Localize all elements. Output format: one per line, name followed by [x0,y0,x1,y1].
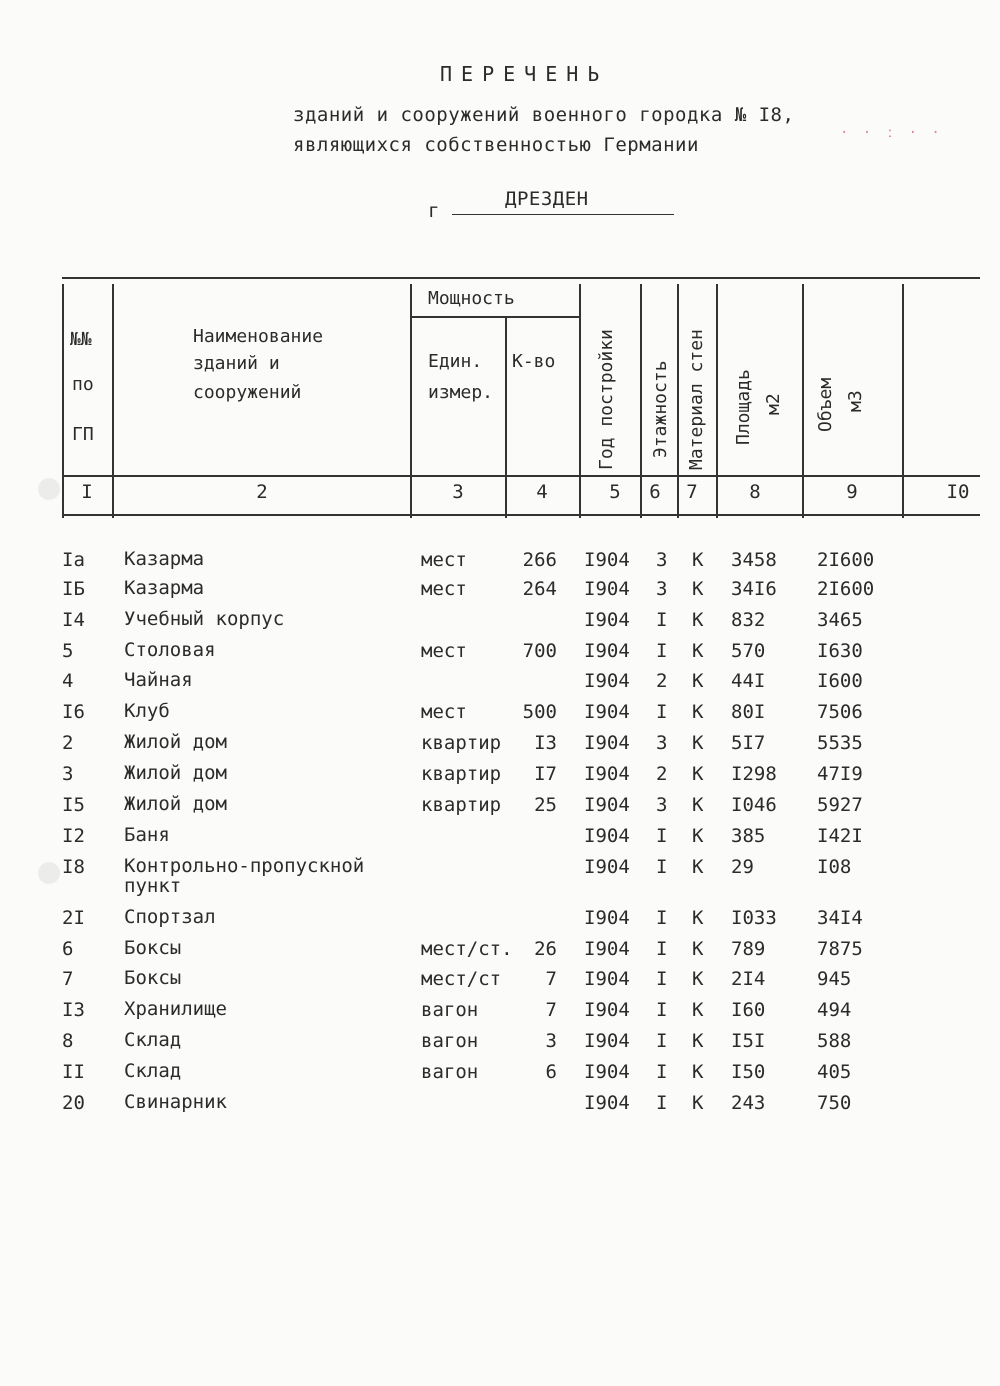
row-number: 20 [62,1092,85,1114]
floor-count: I [656,968,668,990]
table-row [0,938,1000,968]
volume-value: I42I [817,825,863,847]
header-name-line2: зданий и [193,353,280,374]
floor-count: I [656,640,668,662]
table-row [0,609,1000,639]
quantity: 26 [534,938,557,960]
table-row [0,999,1000,1029]
year-built: I904 [584,794,630,816]
header-volume-line1: Объем [815,377,836,432]
year-built: I904 [584,732,630,754]
area-value: 385 [731,825,766,847]
quantity: 25 [534,794,557,816]
column-number: I [81,481,93,503]
column-number: 9 [846,481,858,503]
document-subtitle-line2: являющихся собственностью Германии [293,134,699,156]
city-underline [452,214,674,215]
quantity: 3 [545,1030,557,1052]
wall-material: К [692,578,704,600]
floor-count: I [656,701,668,723]
building-name: Боксы [124,967,182,989]
wall-material: К [692,856,704,878]
area-value: 80I [731,701,766,723]
building-name: Боксы [124,937,182,959]
floor-count: I [656,938,668,960]
row-number: 4 [62,670,74,692]
header-floors: Этажность [650,360,671,458]
row-number: I4 [62,609,85,631]
table-row [0,825,1000,855]
table-row [0,968,1000,998]
column-number: 6 [649,481,661,503]
wall-material: К [692,907,704,929]
unit-of-measure: мест [421,578,467,600]
row-number: 2I [62,907,85,929]
column-number: 2 [256,481,268,503]
wall-material: К [692,825,704,847]
floor-count: 3 [656,794,668,816]
floor-count: I [656,856,668,878]
building-name: Чайная [124,669,193,691]
row-number: I2 [62,825,85,847]
year-built: I904 [584,640,630,662]
table-row [0,732,1000,762]
area-value: 570 [731,640,766,662]
table-row [0,640,1000,670]
floor-count: I [656,1061,668,1083]
quantity: I3 [534,732,557,754]
wall-material: К [692,640,704,662]
volume-value: 945 [817,968,852,990]
volume-value: 2I600 [817,578,875,600]
row-number: 3 [62,763,74,785]
year-built: I904 [584,938,630,960]
area-value: 2I4 [731,968,766,990]
quantity: I7 [534,763,557,785]
wall-material: К [692,1061,704,1083]
volume-value: 34I4 [817,907,863,929]
header-unit-line2: измер. [428,382,494,403]
building-name: Склад [124,1029,182,1051]
wall-material: К [692,763,704,785]
column-number: 7 [686,481,698,503]
volume-value: 47I9 [817,763,863,785]
row-number: I8 [62,856,85,878]
floor-count: I [656,1092,668,1114]
unit-of-measure: квартир [421,763,502,785]
floor-count: 3 [656,549,668,571]
area-value: I50 [731,1061,766,1083]
city-label: г [428,200,440,222]
table-row [0,763,1000,793]
wall-material: К [692,938,704,960]
year-built: I904 [584,763,630,785]
area-value: I033 [731,907,777,929]
header-area-line1: Площадь [733,369,754,445]
row-number: IБ [62,578,85,600]
unit-of-measure: вагон [421,1030,479,1052]
year-built: I904 [584,1030,630,1052]
document-title: ПЕРЕЧЕНЬ [440,62,609,86]
header-num-line2: по [72,374,94,395]
header-num-line3: ГП [72,424,94,445]
table-row [0,1061,1000,1091]
building-name: Баня [124,824,170,846]
building-name: Склад [124,1060,182,1082]
building-name-continued: пункт [124,875,182,897]
column-number: 3 [452,481,464,503]
area-value: I046 [731,794,777,816]
volume-value: 588 [817,1030,852,1052]
area-value: 832 [731,609,766,631]
column-number: 5 [609,481,621,503]
wall-material: К [692,1030,704,1052]
row-number: I5 [62,794,85,816]
area-value: 789 [731,938,766,960]
table-row [0,907,1000,937]
year-built: I904 [584,999,630,1021]
unit-of-measure: мест [421,701,467,723]
unit-of-measure: квартир [421,732,502,754]
header-volume-line2: м3 [845,390,866,412]
building-name: Контрольно-пропускной [124,855,365,877]
year-built: I904 [584,1061,630,1083]
year-built: I904 [584,670,630,692]
column-number: 4 [536,481,548,503]
row-number: 5 [62,640,74,662]
header-unit-line1: Един. [428,351,483,372]
building-name: Столовая [124,639,216,661]
header-name-line3: сооружений [193,382,302,403]
unit-of-measure: квартир [421,794,502,816]
column-number: I0 [946,481,970,503]
year-built: I904 [584,907,630,929]
wall-material: К [692,732,704,754]
unit-of-measure: мест [421,549,467,571]
wall-material: К [692,549,704,571]
year-built: I904 [584,549,630,571]
table-row [0,1092,1000,1122]
wall-material: К [692,794,704,816]
area-value: I5I [731,1030,766,1052]
quantity: 264 [522,578,557,600]
unit-of-measure: мест/ст. [421,938,513,960]
floor-count: I [656,907,668,929]
header-material: Материал стен [686,329,707,470]
volume-value: 494 [817,999,852,1021]
table-row [0,670,1000,700]
building-name: Хранилище [124,998,227,1020]
unit-of-measure: мест [421,640,467,662]
row-number: I3 [62,999,85,1021]
header-num-line1: №№ [70,329,92,350]
row-number: Iа [62,549,85,571]
building-name: Свинарник [124,1091,227,1113]
volume-value: 2I600 [817,549,875,571]
volume-value: 5535 [817,732,863,754]
building-name: Казарма [124,577,205,599]
year-built: I904 [584,578,630,600]
unit-of-measure: мест/ст [421,968,502,990]
column-number: 8 [749,481,761,503]
year-built: I904 [584,1092,630,1114]
area-value: 243 [731,1092,766,1114]
floor-count: 3 [656,732,668,754]
volume-value: I08 [817,856,852,878]
quantity: 700 [522,640,557,662]
area-value: I60 [731,999,766,1021]
floor-count: 2 [656,763,668,785]
volume-value: 5927 [817,794,863,816]
wall-material: К [692,999,704,1021]
volume-value: 3465 [817,609,863,631]
header-name-line1: Наименование [193,326,324,347]
quantity: 7 [545,968,557,990]
row-number: 2 [62,732,74,754]
quantity: 266 [522,549,557,571]
wall-material: К [692,968,704,990]
floor-count: I [656,825,668,847]
header-capacity: Мощность [428,288,515,309]
volume-value: 750 [817,1092,852,1114]
quantity: 7 [545,999,557,1021]
wall-material: К [692,701,704,723]
volume-value: 7506 [817,701,863,723]
city-name: ДРЕЗДЕН [505,188,589,210]
building-name: Жилой дом [124,731,227,753]
area-value: I298 [731,763,777,785]
row-number: 7 [62,968,74,990]
building-name: Спортзал [124,906,216,928]
row-number: II [62,1061,85,1083]
table-row [0,1030,1000,1060]
row-number: I6 [62,701,85,723]
wall-material: К [692,609,704,631]
building-name: Жилой дом [124,793,227,815]
row-number: 6 [62,938,74,960]
floor-count: 2 [656,670,668,692]
document-subtitle-line1: зданий и сооружений военного городка № I8, [293,104,795,126]
punch-hole-top [38,478,60,500]
area-value: 5I7 [731,732,766,754]
quantity: 6 [545,1061,557,1083]
red-stamp-marks: · · ː · · [840,125,943,141]
quantity: 500 [522,701,557,723]
area-value: 44I [731,670,766,692]
table-row [0,855,1000,897]
building-name: Жилой дом [124,762,227,784]
year-built: I904 [584,609,630,631]
unit-of-measure: вагон [421,1061,479,1083]
volume-value: I630 [817,640,863,662]
unit-of-measure: вагон [421,999,479,1021]
volume-value: I600 [817,670,863,692]
year-built: I904 [584,825,630,847]
volume-value: 405 [817,1061,852,1083]
year-built: I904 [584,968,630,990]
year-built: I904 [584,701,630,723]
header-qty: К-во [512,351,556,372]
volume-value: 7875 [817,938,863,960]
row-number: 8 [62,1030,74,1052]
building-name: Казарма [124,548,205,570]
building-name: Учебный корпус [124,608,285,630]
table-row [0,794,1000,824]
floor-count: I [656,609,668,631]
area-value: 29 [731,856,754,878]
header-year: Год постройки [596,329,617,470]
table-row [0,701,1000,731]
floor-count: 3 [656,578,668,600]
area-value: 34I6 [731,578,777,600]
floor-count: I [656,999,668,1021]
header-area-line2: м2 [763,393,784,415]
year-built: I904 [584,856,630,878]
area-value: 3458 [731,549,777,571]
wall-material: К [692,670,704,692]
wall-material: К [692,1092,704,1114]
building-name: Клуб [124,700,170,722]
table-row [0,578,1000,608]
floor-count: I [656,1030,668,1052]
table-row [0,549,1000,579]
